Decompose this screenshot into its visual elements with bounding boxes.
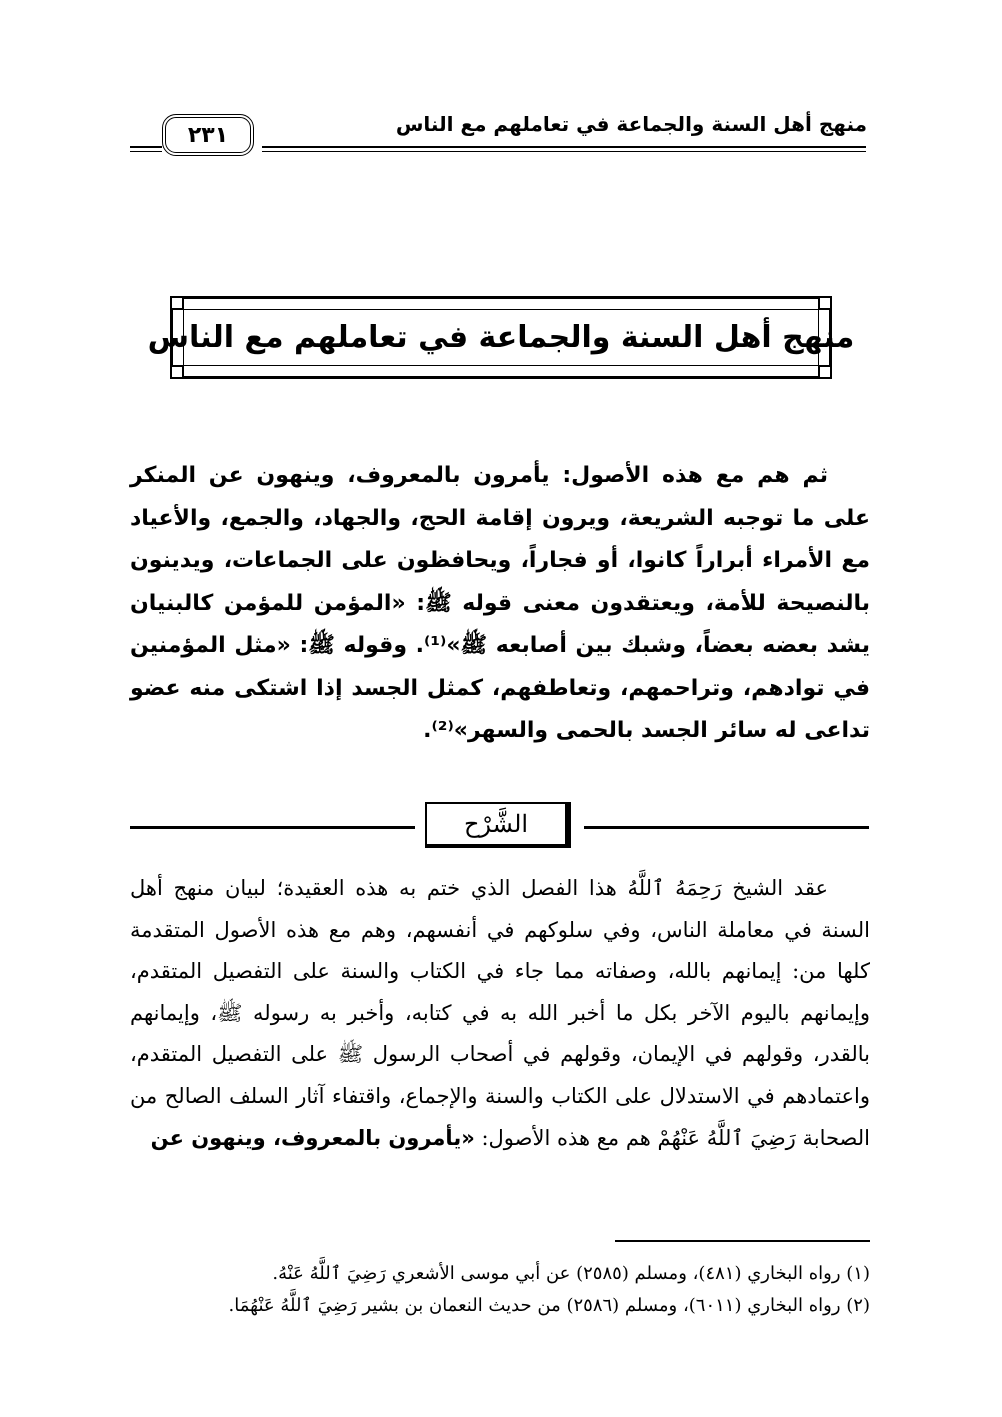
sharh-heading-box: [425, 802, 571, 848]
header-rule-right-thin: [262, 151, 866, 152]
frame-corner: [818, 296, 832, 310]
sharh-heading: الشَّرْح: [463, 810, 529, 838]
matn-text: [130, 455, 870, 753]
header-rule-right: [262, 146, 866, 148]
sharh-divider-right: [584, 826, 869, 829]
footnotes: [130, 1258, 870, 1322]
page-number-badge: [162, 114, 254, 156]
frame-corner: [170, 296, 184, 310]
running-header-title: منهج أهل السنة والجماعة في تعاملهم مع الناس: [395, 112, 867, 136]
chapter-title-inner-frame: [147, 309, 855, 366]
header-rule-left-thin: [130, 151, 162, 152]
sharh-text: [130, 868, 870, 1159]
frame-corner: [170, 365, 184, 379]
frame-corner: [818, 365, 832, 379]
chapter-title-frame: [147, 296, 855, 379]
footnote-1: (١) رواه البخاري (٤٨١)، ومسلم (٢٥٨٥) عن أبي موسى الأشعري رَضِيَ ٱللَّهُ عَنْهُ.: [272, 1263, 870, 1284]
footnote-rule: [615, 1240, 870, 1242]
header-rule-left: [130, 146, 162, 148]
sharh-divider-left: [130, 826, 415, 829]
page-number: ٢٣١: [187, 122, 229, 148]
matn-paragraph: ثم هم مع هذه الأصول: يأمرون بالمعروف، وينهون عن المنكر على ما توجبه الشريعة، ويرون إقامة الحج، والجهاد، والجمع، والأعياد مع الأمراء أبراراً كانوا، أو فجاراً، ويحافظون على الجماعات، ويدينون بالنصيحة للأمة، ويعتقدون معنى قوله ﷺ: «المؤمن للمؤمن كالبنيان يشد بعضه بعضاً، وشبك بين أصابعه ﷺ»⁽¹⁾. وقوله ﷺ: «مثل المؤمنين في توادهم، وتراحمهم، وتعاطفهم، كمثل الجسد إذا اشتكى منه عضو تداعى له سائر الجسد بالحمى والسهر»⁽²⁾.: [130, 463, 870, 743]
sharh-paragraph-text: عقد الشيخ رَحِمَهُ ٱللَّهُ هذا الفصل الذي ختم به هذه العقيدة؛ لبيان منهج أهل السنة في معاملة الناس، وفي سلوكهم في أنفسهم، وهم مع هذه الأصول المتقدمة كلها من: إيمانهم بالله، وصفاته مما جاء في الكتاب والسنة على التفصيل المتقدم، وإيمانهم باليوم الآخر بكل ما أخبر الله به في كتابه، وأخبر به رسوله ﷺ، وإيمانهم بالقدر، وقولهم في الإيمان، وقولهم في أصحاب الرسول ﷺ على التفصيل المتقدم، واعتمادهم في الاستدلال على الكتاب والسنة والإجماع، واقتفاء آثار السلف الصالح من الصحابة رَضِيَ ٱللَّهُ عَنْهُمْ هم مع هذه الأصول:: [130, 876, 870, 1150]
footnote-2: (٢) رواه البخاري (٦٠١١)، ومسلم (٢٥٨٦) من حديث النعمان بن بشير رَضِيَ ٱللَّهُ عَنْهُمَا.: [228, 1295, 870, 1316]
chapter-title: منهج أهل السنة والجماعة في تعاملهم مع الناس: [147, 320, 855, 355]
sharh-bold-quote: «يأمرون بالمعروف، وينهون عن: [150, 1125, 475, 1150]
sharh-paragraph: [130, 868, 870, 1159]
